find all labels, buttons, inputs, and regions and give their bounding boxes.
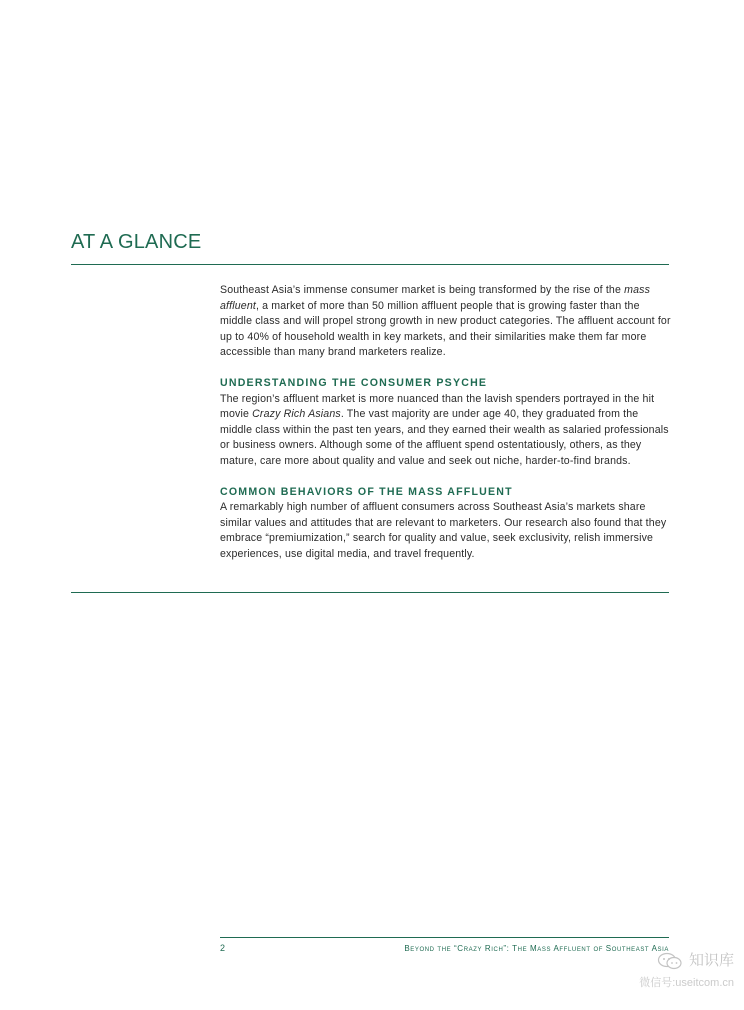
consumer-psyche-text-end: . The vast majority are under age 40, they graduated from the middle class within the past ten years, and they earned their wealth as salaried professionals or business owners. Although some of the affluent spend ostentatiously, others, as they mature, care more about quality and value and seek out niche, harder-to-find brands. [220,408,669,467]
wechat-icon [657,952,683,970]
watermark-account: 微信号:useitcom.cn [639,977,734,989]
consumer-psyche-text-start: The region’s affluent market is more nuanced than the lavish spenders portrayed in the hit movie [220,392,655,421]
page-number: 2 [220,943,226,953]
footer-divider [220,937,669,938]
watermark-row [639,952,734,970]
consumer-psyche-heading: UNDERSTANDING THE CONSUMER PSYCHE [220,376,488,389]
section-divider-bottom [71,592,669,593]
watermark [639,952,734,990]
consumer-psyche-paragraph [220,392,672,470]
common-behaviors-heading: COMMON BEHAVIORS OF THE MASS AFFLUENT [220,485,513,498]
running-title: Beyond the “Crazy Rich”: The Mass Affluent of Southeast Asia [404,944,669,953]
intro-text-start: Southeast Asia’s immense consumer market is being transformed by the rise of the [220,284,625,296]
movie-title: Crazy Rich Asians [252,408,341,421]
summary-content [220,283,672,563]
intro-emphasis: mass affluent [220,284,651,312]
intro-text-end: , a market of more than 50 million affluent people that is growing faster than the middle class and will propel strong growth in new product categories. The affluent account for up to 40% of household wealth in key markets, and their similarities make them far more accessible than many brand marketers realize. [220,299,671,359]
watermark-name: 知识库 [688,952,734,969]
section-divider-top [71,264,669,265]
section-title: AT A GLANCE [71,231,202,253]
intro-paragraph [220,283,672,361]
wechat-icon-graphic [657,952,683,970]
common-behaviors-paragraph: A remarkably high number of affluent consumers across Southeast Asia’s markets share similar values and attitudes that are relevant to marketers. Our research also found that they embrace “premiumization,” search for quality and value, seek exclusivity, relish immersive experiences, use digital media, and travel frequently. [220,501,667,560]
